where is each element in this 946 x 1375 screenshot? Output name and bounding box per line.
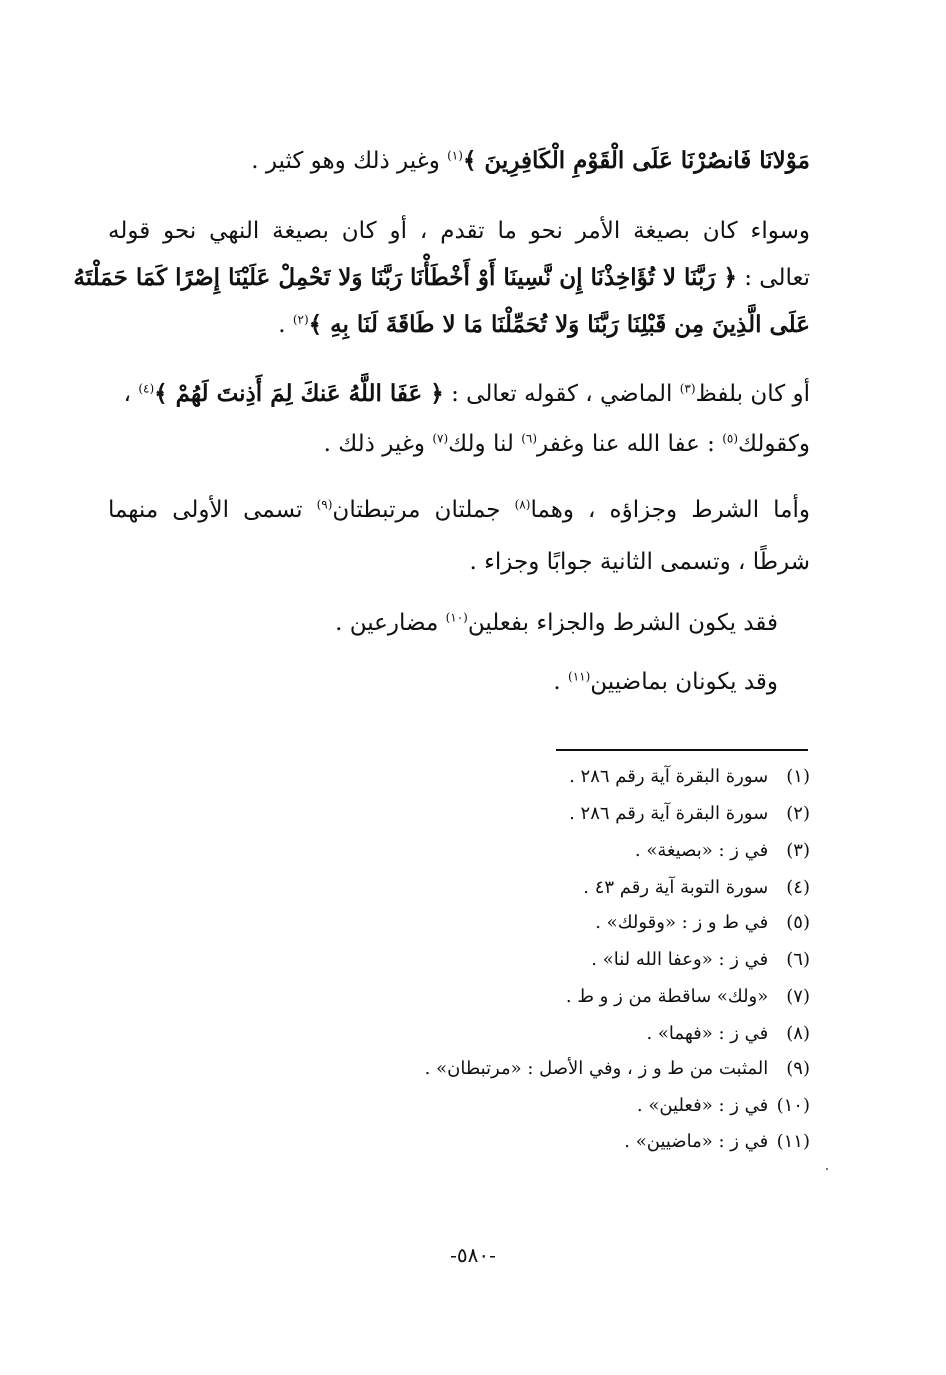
footnote-text: في ز : «فهما» . — [646, 1023, 769, 1044]
footnote-2 — [569, 799, 810, 829]
footnote-separator — [556, 749, 808, 751]
footnote-8 — [646, 1019, 810, 1049]
footnote-number: (٥) — [786, 912, 810, 933]
footnote-ref: (٧) — [432, 431, 449, 446]
body-text: ، — [123, 381, 139, 407]
footnote-5 — [595, 908, 810, 938]
footnote-number: (٢) — [786, 803, 810, 824]
body-line-2 — [108, 211, 810, 251]
scan-speck — [826, 1168, 828, 1170]
footnote-text: في ط و ز : «وقولك» . — [595, 912, 769, 933]
footnote-11 — [624, 1127, 810, 1157]
footnote-9 — [425, 1054, 810, 1084]
body-text: وأما الشرط وجزاؤه ، وهما — [530, 497, 810, 523]
footnote-10 — [637, 1091, 810, 1121]
footnote-number: (١١) — [776, 1131, 810, 1152]
body-line-8 — [469, 542, 810, 582]
quran-verse: مَوْلانَا فَانصُرْنَا عَلَى الْقَوْمِ الْكَافِرِينَ ﴾ — [462, 147, 810, 174]
footnote-number: (٦) — [786, 949, 810, 970]
footnote-ref: (٨) — [514, 497, 531, 512]
footnote-text: سورة البقرة آية رقم ٢٨٦ . — [569, 766, 769, 787]
quran-verse: ﴿ رَبَّنَا لا تُؤَاخِذْنَا إِن نَّسِينَا أَوْ أَخْطَأْنَا رَبَّنَا وَلا تَحْمِلْ عَلَيْنَا إِصْرًا كَمَا حَمَلْتَهُ — [73, 264, 737, 291]
body-line-3 — [73, 258, 810, 298]
body-line-9 — [335, 603, 778, 643]
footnote-ref: (٥) — [722, 431, 739, 446]
footnote-number: (٩) — [786, 1058, 810, 1079]
footnote-ref: (٢) — [292, 312, 309, 327]
footnote-ref: (٩) — [316, 497, 333, 512]
footnote-1 — [569, 762, 810, 792]
footnote-ref: (٤) — [138, 381, 155, 396]
body-text: مضارعين . — [335, 610, 446, 636]
body-line-4 — [278, 305, 810, 345]
footnote-text: في ز : «بصيغة» . — [634, 840, 769, 861]
body-text: وسواء كان بصيغة الأمر نحو ما تقدم ، أو كان بصيغة النهي نحو قوله — [108, 218, 810, 244]
footnote-number: (١) — [786, 766, 810, 787]
body-line-10 — [553, 662, 778, 702]
footnote-ref: (١٠) — [445, 610, 468, 625]
body-text: وغير ذلك وهو كثير . — [251, 148, 448, 174]
footnote-3 — [635, 836, 810, 866]
footnote-text: المثبت من ط و ز ، وفي الأصل : «مرتبطان» . — [424, 1058, 769, 1079]
body-text: وقد يكونان بماضيين — [590, 669, 778, 695]
footnote-number: (٧) — [786, 986, 810, 1007]
quran-verse: عَلَى الَّذِينَ مِن قَبْلِنَا رَبَّنَا وَلا تُحَمِّلْنَا مَا لا طَاقَةَ لَنَا بِهِ ﴾ — [308, 311, 810, 338]
footnote-number: (٤) — [786, 877, 810, 898]
body-text: : عفا الله عنا وغفر — [537, 431, 723, 457]
footnote-text: سورة البقرة آية رقم ٢٨٦ . — [569, 803, 769, 824]
body-text: وكقولك — [738, 431, 810, 457]
body-text: وغير ذلك . — [323, 431, 433, 457]
footnote-text: في ز : «وعفا الله لنا» . — [591, 949, 769, 970]
footnote-6 — [591, 945, 810, 975]
footnote-number: (٣) — [786, 840, 810, 861]
footnote-4 — [583, 873, 810, 903]
body-text: تسمى الأولى منهما — [108, 497, 317, 523]
footnote-number: (٨) — [786, 1023, 810, 1044]
body-line-7 — [108, 490, 810, 530]
footnote-7 — [566, 982, 810, 1012]
body-text: . — [278, 312, 293, 338]
body-text: جملتان مرتبطتان — [332, 497, 515, 523]
body-text: الماضي ، كقوله تعالى : — [443, 381, 680, 407]
footnote-ref: (٣) — [679, 381, 696, 396]
body-text: شرطًا ، وتسمى الثانية جوابًا وجزاء . — [469, 549, 810, 575]
body-text: فقد يكون الشرط والجزاء بفعلين — [467, 610, 778, 636]
footnote-text: في ز : «ماضيين» . — [624, 1131, 769, 1152]
footnote-ref: (١١) — [568, 669, 591, 684]
body-text: . — [553, 669, 569, 695]
footnote-number: (١٠) — [776, 1095, 810, 1116]
footnote-ref: (٦) — [521, 431, 538, 446]
footnote-text: في ز : «فعلين» . — [636, 1095, 769, 1116]
body-text: لنا ولك — [448, 431, 522, 457]
body-line-5 — [124, 374, 810, 414]
footnote-text: «ولك» ساقطة من ز و ط . — [565, 986, 769, 1007]
body-line-1 — [251, 141, 810, 181]
quran-verse: ﴿ عَفَا اللَّهُ عَنكَ لِمَ أَذِنتَ لَهُمْ ﴾ — [154, 380, 444, 407]
page-number: -٥٨٠- — [450, 1243, 496, 1267]
body-line-6 — [324, 424, 810, 464]
footnote-ref: (١) — [447, 148, 463, 163]
body-text: أو كان بلفظ — [695, 381, 810, 407]
footnote-text: سورة التوبة آية رقم ٤٣ . — [583, 877, 769, 898]
body-text: تعالى : — [736, 265, 810, 291]
